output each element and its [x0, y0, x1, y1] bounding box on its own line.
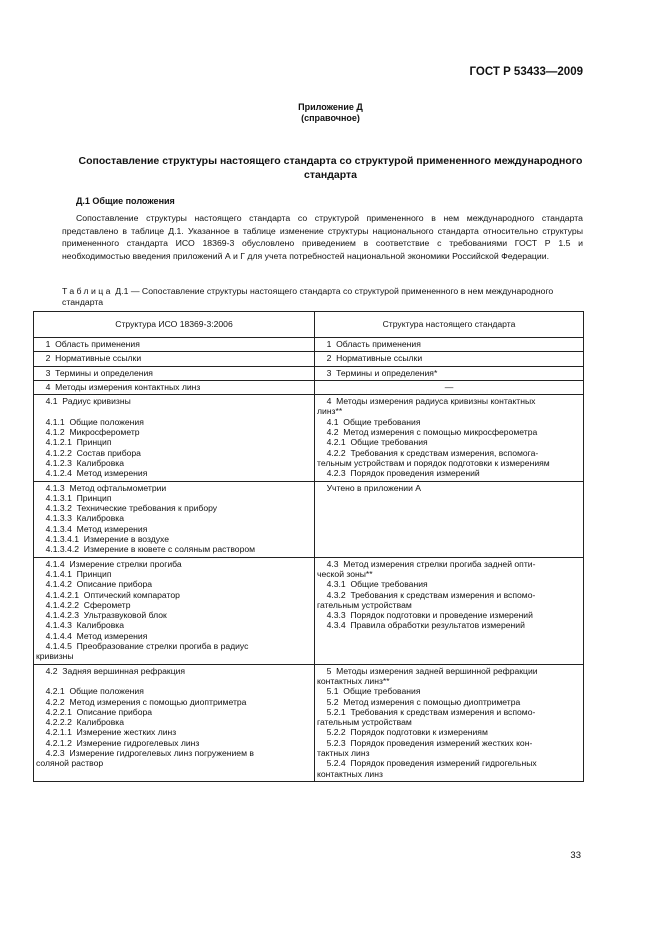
cell-line: 4.2.1 Общие положения — [36, 686, 144, 697]
cell-line: тельным устройствам и порядок подготовки к измерениям — [317, 457, 550, 468]
cell-line: 4.2.2.2 Калибровка — [36, 717, 124, 728]
cell-line: 4.1.2.3 Калибровка — [36, 457, 124, 468]
cell-line — [36, 406, 312, 416]
cell-line: контактных линз** — [317, 675, 390, 686]
iso-structure-cell — [34, 664, 315, 781]
iso-structure-cell — [34, 338, 315, 352]
table-row — [34, 338, 584, 352]
cell-line: 4.2.3 Измерение гидрогелевых линз погружением в — [36, 747, 254, 758]
cell-line: 4.2.3 Порядок проведения измерений — [317, 468, 480, 479]
table-caption — [62, 286, 583, 308]
annex-kind: (справочное) — [301, 113, 360, 123]
cell-line: соляной раствор — [36, 758, 104, 769]
cell-line: 4.1.4.4 Метод измерения — [36, 630, 148, 641]
cell-line: 4.1.2.2 Состав прибора — [36, 447, 141, 458]
cell-line: 2 Нормативные ссылки — [317, 353, 423, 364]
cell-line: линз** — [317, 406, 343, 417]
table-caption-text: Д.1 — Сопоставление структуры настоящего стандарта со структурой примененного в нем международного стандарта — [62, 286, 554, 307]
cell-line: 1 Область применения — [317, 339, 421, 349]
iso-structure-cell — [34, 366, 315, 380]
national-structure-cell — [315, 352, 584, 366]
cell-line: гательным устройствам — [317, 599, 412, 610]
table-body — [34, 338, 584, 782]
cell-line: 5.2.3 Порядок проведения измерений жестких кон- — [317, 737, 533, 748]
table-row — [34, 481, 584, 557]
table-row — [34, 352, 584, 366]
cell-line: 5.2.1 Требования к средствам измерения и вспомо- — [317, 706, 536, 717]
cell-line: 3 Термины и определения — [36, 367, 153, 378]
cell-line: 3 Термины и определения* — [317, 367, 438, 378]
iso-structure-cell — [34, 380, 315, 394]
national-structure-cell — [315, 395, 584, 481]
cell-line: 4.1.4.2.1 Оптический компаратор — [36, 589, 180, 600]
cell-line: — — [444, 381, 454, 392]
cell-line: 4.1.3 Метод офтальмометрии — [36, 482, 167, 493]
cell-line: 4.2.2.1 Описание прибора — [36, 706, 153, 717]
national-structure-cell — [315, 366, 584, 380]
cell-line: 2 Нормативные ссылки — [36, 353, 142, 364]
cell-line: 4.1.2.1 Принцип — [36, 437, 112, 448]
cell-line: 4.1.3.4.1 Измерение в воздухе — [36, 534, 170, 545]
cell-line: 4.1.4.3 Калибровка — [36, 620, 124, 631]
document-title: Сопоставление структуры настоящего стандарта со структурой примененного международного стандарта — [78, 155, 583, 181]
cell-line: 4.3.1 Общие требования — [317, 579, 428, 590]
cell-line: контактных линз — [317, 768, 383, 779]
annex-title: Приложение Д — [298, 102, 363, 112]
annex-heading — [0, 102, 661, 124]
cell-line — [36, 676, 312, 686]
comparison-table — [33, 311, 584, 782]
table-caption-word: Таблица — [62, 286, 113, 296]
table-header-row — [34, 312, 584, 338]
iso-structure-cell — [34, 557, 315, 664]
cell-line: кривизны — [36, 651, 74, 662]
national-structure-cell — [315, 557, 584, 664]
cell-line: 4.1.4.2.2 Сферометр — [36, 599, 131, 610]
cell-line: 4.2 Метод измерения с помощью микросферометра — [317, 427, 538, 438]
iso-structure-cell — [34, 395, 315, 481]
standard-number: ГОСТ Р 53433—2009 — [469, 66, 583, 78]
cell-line: 4 Методы измерения радиуса кривизны контактных — [317, 396, 536, 407]
iso-structure-cell — [34, 481, 315, 557]
cell-line: 4.2.1.2 Измерение гидрогелевых линз — [36, 737, 200, 748]
cell-line: 4.1.3.3 Калибровка — [36, 513, 124, 524]
page-number: 33 — [570, 850, 581, 861]
table-header-national: Структура настоящего стандарта — [315, 312, 584, 338]
cell-line: 4.3.4 Правила обработки результатов измерений — [317, 620, 525, 631]
cell-line: Учтено в приложении А — [317, 482, 422, 493]
cell-line: 4.1.3.2 Технические требования к прибору — [36, 503, 218, 514]
section-paragraph: Сопоставление структуры настоящего стандарта со структурой примененного в нем международного стандарта представлено в таблице Д.1. Указанное в таблице изменение структуры национального стандарта относительно структуры примененного стандарта ИСО 18369-3 обусловлено приведением в соответствие с требованиями ГОСТ Р 1.5 и необходимостью введения приложений А и Г для учета потребностей национальной экономики Российской Федерации. — [62, 213, 583, 261]
table-row — [34, 366, 584, 380]
table-row — [34, 380, 584, 394]
cell-line: 4 Методы измерения контактных линз — [36, 381, 201, 392]
national-structure-cell — [315, 481, 584, 557]
cell-line: 4.2.2 Метод измерения с помощью диоптриметра — [36, 696, 247, 707]
cell-line: 4.2 Задняя вершинная рефракция — [36, 665, 186, 676]
national-structure-cell — [315, 380, 584, 394]
cell-line: 1 Область применения — [36, 339, 140, 349]
table-row — [34, 664, 584, 781]
cell-line: 4.1 Общие требования — [317, 416, 421, 427]
cell-line: 5.2.4 Порядок проведения измерений гидрогельных — [317, 758, 537, 769]
cell-line: гательным устройствам — [317, 717, 412, 728]
cell-line: ческой зоны** — [317, 568, 373, 579]
cell-line: 4.1.4.5 Преобразование стрелки прогиба в радиус — [36, 641, 249, 652]
cell-line: 4.2.1 Общие требования — [317, 437, 428, 448]
cell-line: 4.1.3.4.2 Измерение в кювете с соляным раствором — [36, 544, 256, 555]
table-row — [34, 395, 584, 481]
cell-line: тактных линз — [317, 747, 370, 758]
cell-line: 4.1.2 Микросферометр — [36, 427, 140, 438]
cell-line: 4.2.1.1 Измерение жестких линз — [36, 727, 177, 738]
cell-line: 4.1.3.4 Метод измерения — [36, 523, 148, 534]
cell-line: 4.1.4.2 Описание прибора — [36, 579, 153, 590]
cell-line: 4.3.3 Порядок подготовки и проведение измерений — [317, 610, 533, 621]
table-header-iso: Структура ИСО 18369-3:2006 — [34, 312, 315, 338]
national-structure-cell — [315, 338, 584, 352]
cell-line: 5.2 Метод измерения с помощью диоптриметра — [317, 696, 521, 707]
cell-line: 4.1.4 Измерение стрелки прогиба — [36, 558, 182, 569]
cell-line: 4.1.4.1 Принцип — [36, 568, 112, 579]
cell-line: 4.2.2 Требования к средствам измерения, вспомога- — [317, 447, 539, 458]
national-structure-cell — [315, 664, 584, 781]
cell-line: 4.3.2 Требования к средствам измерения и вспомо- — [317, 589, 536, 600]
cell-line: 5 Методы измерения задней вершинной рефракции — [317, 665, 538, 676]
cell-line: 4.1 Радиус кривизны — [36, 396, 131, 407]
cell-line: 5.2.2 Порядок подготовки к измерениям — [317, 727, 488, 738]
cell-line: 5.1 Общие требования — [317, 686, 421, 697]
cell-line: 4.1.1 Общие положения — [36, 416, 144, 427]
section-heading: Д.1 Общие положения — [76, 196, 175, 206]
cell-line: 4.3 Метод измерения стрелки прогиба задней опти- — [317, 558, 536, 569]
cell-line: 4.1.3.1 Принцип — [36, 492, 112, 503]
cell-line: 4.1.2.4 Метод измерения — [36, 468, 148, 479]
iso-structure-cell — [34, 352, 315, 366]
cell-line: 4.1.4.2.3 Ультразвуковой блок — [36, 610, 167, 621]
table-row — [34, 557, 584, 664]
